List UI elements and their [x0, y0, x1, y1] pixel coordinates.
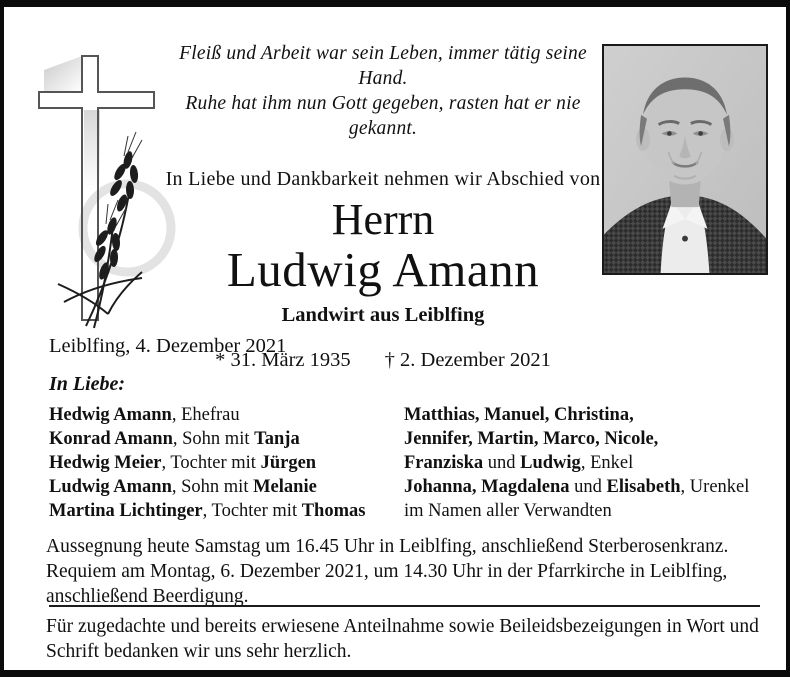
- mourner-line: Konrad Amann, Sohn mit Tanja: [49, 429, 300, 449]
- deceased-name: Ludwig Amann: [226, 242, 540, 297]
- mourner-line: Martina Lichtinger, Tochter mit Thomas: [49, 501, 366, 521]
- thanks-paragraph: Für zugedachte und bereits erwiesene Anteilnahme sowie Beileidsbezeigungen in Wort und Schrift bedanken wir uns sehr herzlich.: [46, 616, 759, 662]
- salutation: Herrn: [331, 195, 435, 244]
- mourner-line: Johanna, Magdalena und Elisabeth, Urenkel: [404, 477, 750, 497]
- mourner-line: Matthias, Manuel, Christina,: [404, 405, 634, 425]
- birth-date: * 31. März 1935: [215, 349, 351, 371]
- mourners-column-left: [49, 403, 399, 523]
- in-love-label: In Liebe:: [49, 373, 126, 395]
- headline-column: [162, 41, 604, 372]
- occupation-line: Landwirt aus Leiblfing: [281, 304, 485, 326]
- mourner-line: im Namen aller Verwandten: [404, 501, 612, 521]
- mourners-column-right: [404, 403, 769, 523]
- mourner-line: Hedwig Meier, Tochter mit Jürgen: [49, 453, 317, 473]
- epigraph-line-1: Fleiß und Arbeit war sein Leben, immer tätig seine Hand.: [179, 43, 587, 89]
- epigraph-line-2: Ruhe hat ihm nun Gott gegeben, rasten hat er nie gekannt.: [185, 93, 581, 139]
- deceased-portrait-photo: [602, 44, 768, 275]
- divider-rule: [49, 605, 760, 607]
- place-dateline: Leiblfing, 4. Dezember 2021: [49, 335, 287, 357]
- funeral-details: Aussegnung heute Samstag um 16.45 Uhr in Leiblfing, anschließend Sterberosenkranz. Requiem am Montag, 6. Dezember 2021, um 14.30 Uhr in der Pfarrkirche in Leiblfing, anschließend Beerdigung.: [46, 536, 729, 607]
- farewell-intro: In Liebe und Dankbarkeit nehmen wir Abschied von: [165, 168, 601, 190]
- mourner-line: Ludwig Amann, Sohn mit Melanie: [49, 477, 317, 497]
- death-date: † 2. Dezember 2021: [384, 349, 551, 371]
- cross-and-wheat-icon: [24, 40, 176, 332]
- mourner-line: Hedwig Amann, Ehefrau: [49, 405, 240, 425]
- mourner-line: Jennifer, Martin, Marco, Nicole,: [404, 429, 659, 449]
- mourner-line: Franziska und Ludwig, Enkel: [404, 453, 634, 473]
